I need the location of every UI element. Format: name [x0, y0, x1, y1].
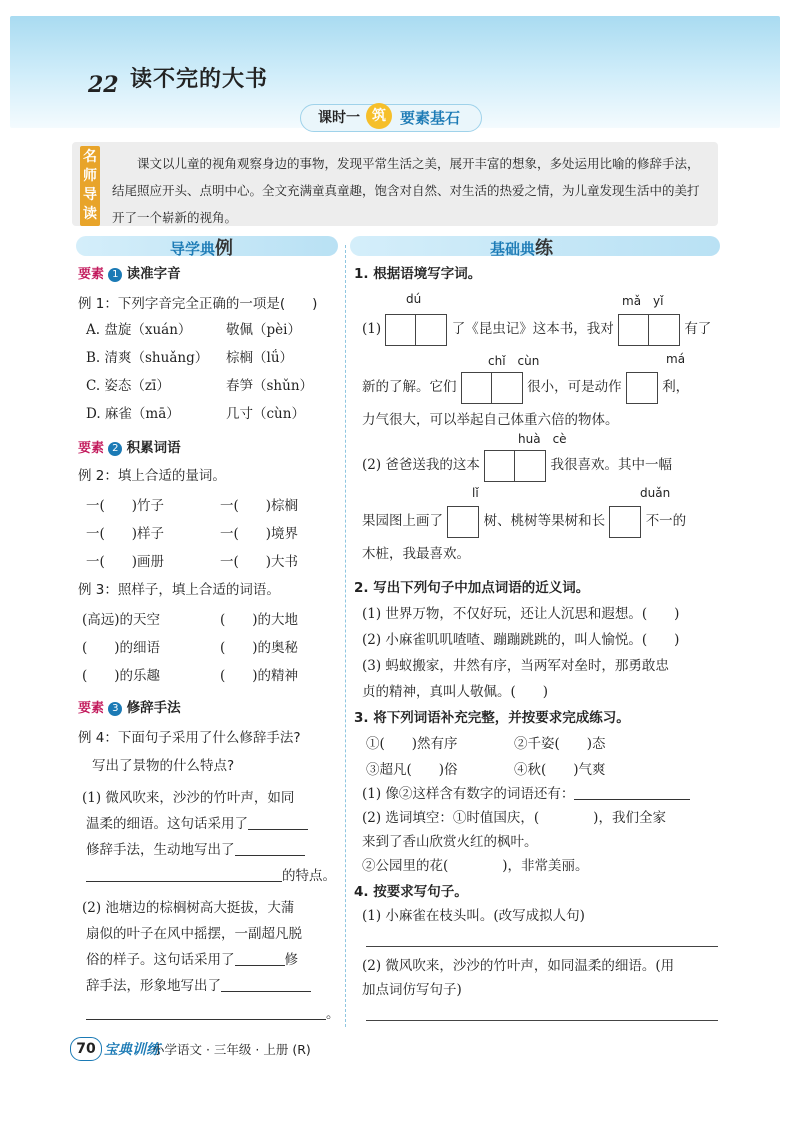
ex4-p2-line1: (2) 池塘边的棕榈树高大挺拔，大蒲	[82, 900, 295, 916]
requirement-2: 要素 2 积累词语	[78, 440, 181, 456]
column-divider	[345, 245, 346, 1027]
ex4-p1-line3: 修辞手法，生动地写出了	[86, 840, 305, 860]
ex3-row1-b: ( )的大地	[220, 612, 299, 628]
char-box[interactable]	[484, 450, 546, 482]
tip-text: 课文以儿童的视角观察身边的事物，发现平常生活之美，展开丰富的想象，多处运用比喻的修辞手法，结尾照应开头、点明中心。全文充满童真童趣，饱含对自然、对生活的热爱之情，为儿童发现生活中的美打开了一个崭新的视角。	[112, 156, 700, 225]
pinyin-mayi: mǎ yǐ	[622, 294, 664, 308]
ex4-p2-line4: 辞手法，形象地写出了	[86, 976, 311, 996]
ex4-p2-line3: 俗的样子。这句话采用了 修	[86, 952, 298, 968]
page-number: 70	[70, 1037, 102, 1061]
q1-line2: 新的了解。它们 很小，可是动作 利，	[362, 370, 689, 404]
q3-word-4: ④秋( )气爽	[514, 762, 606, 778]
example-2-question: 例 2：填上合适的量词。	[78, 468, 226, 484]
q1-title: 1. 根据语境写字词。	[354, 266, 482, 282]
ex3-row2-a: ( )的细语	[82, 640, 161, 656]
char-box[interactable]	[609, 506, 641, 538]
char-box[interactable]	[385, 314, 447, 346]
ex4-p2-line5: 。	[86, 1004, 340, 1024]
ex2-row2-a: 一( )样子	[86, 526, 165, 542]
char-box[interactable]	[447, 506, 479, 538]
q3-word-3: ③超凡( )俗	[366, 762, 458, 778]
q2-title: 2. 写出下列句子中加点词语的近义词。	[354, 580, 590, 596]
q2-line1: (1) 世界万物，不仅好玩，还让人沉思和遐想。( )	[362, 606, 680, 622]
pinyin-du: dú	[406, 292, 422, 306]
q1-line5: 果园图上画了 树、桃树等果树和长 不一的	[362, 504, 686, 538]
pinyin-duan: duǎn	[640, 486, 671, 500]
requirement-1: 要素 1 读准字音	[78, 266, 181, 282]
example-4-question: 例 4：下面句子采用了什么修辞手法?	[78, 730, 301, 746]
right-section-title: 基础典练	[490, 238, 554, 259]
q1-line6: 木桩，我最喜欢。	[362, 546, 470, 562]
answer-blank[interactable]	[86, 867, 282, 882]
ex1-option-c: C. 姿态（zī）	[86, 378, 170, 394]
footer-text: 小学语文 · 三年级 · 上册 (R)	[152, 1042, 311, 1057]
q3-word-1: ①( )然有序	[366, 736, 458, 752]
ex1-option-c2: 春笋（shǔn）	[226, 378, 314, 394]
lesson-title: 读不完的大书	[130, 67, 269, 92]
example-4-question-2: 写出了景物的什么特点?	[92, 758, 235, 774]
q1-line3: 力气很大，可以举起自己体重六倍的物体。	[362, 412, 619, 428]
pinyin-huace: huà cè	[518, 432, 567, 446]
example-3-question: 例 3：照样子，填上合适的词语。	[78, 582, 280, 598]
ex1-option-a: A. 盘旋（xuán）	[86, 322, 192, 338]
brand-logo: 宝典训练	[104, 1042, 160, 1058]
lesson-number: 22	[88, 72, 119, 98]
ex4-p2-line2: 扇似的叶子在风中摇摆，一副超凡脱	[86, 926, 302, 942]
example-1-question: 例 1：下列字音完全正确的一项是( )	[78, 296, 318, 312]
q3-line1: (1) 像②这样含有数字的词语还有：	[362, 784, 690, 804]
q3-line2: (2) 选词填空：①时值国庆，( )，我们全家	[362, 810, 666, 826]
ex3-row3-a: ( )的乐趣	[82, 668, 161, 684]
q4-line3: 加点词仿写句子)	[362, 982, 462, 998]
q1-line1: (1) 了《昆虫记》这本书，我对 有了	[362, 312, 711, 346]
q3-word-2: ②千姿( )态	[514, 736, 606, 752]
q2-line4: 贞的精神，真叫人敬佩。( )	[362, 684, 549, 700]
answer-blank[interactable]	[574, 785, 690, 800]
q2-line3: (3) 蚂蚁搬家，井然有序，当两军对垒时，那勇敢忠	[362, 658, 669, 674]
answer-blank[interactable]	[86, 1005, 326, 1020]
answer-line[interactable]	[366, 1020, 718, 1021]
ex2-row2-b: 一( )境界	[220, 526, 299, 542]
ex1-option-d2: 几寸（cùn）	[226, 406, 305, 422]
ex1-option-b: B. 清爽（shuǎng）	[86, 350, 209, 366]
ex2-row1-a: 一( )竹子	[86, 498, 165, 514]
pinyin-li: lǐ	[472, 486, 479, 500]
char-box[interactable]	[461, 372, 523, 404]
q2-line2: (2) 小麻雀叽叽喳喳、蹦蹦跳跳的，叫人愉悦。( )	[362, 632, 680, 648]
answer-blank[interactable]	[248, 815, 308, 830]
answer-blank[interactable]	[221, 977, 311, 992]
q3-line4: ②公园里的花( )，非常美丽。	[362, 858, 589, 874]
pinyin-chicun: chǐ cùn	[488, 354, 540, 368]
ex1-option-a2: 敬佩（pèi）	[226, 322, 301, 338]
q4-line1: (1) 小麻雀在枝头叫。(改写成拟人句)	[362, 908, 585, 924]
q3-title: 3. 将下列词语补充完整，并按要求完成练习。	[354, 710, 630, 726]
answer-blank[interactable]	[235, 951, 285, 966]
band-lesson-label: 课时一	[318, 110, 360, 126]
q4-line2: (2) 微风吹来，沙沙的竹叶声，如同温柔的细语。(用	[362, 958, 675, 974]
ex2-row3-b: 一( )大书	[220, 554, 299, 570]
char-box[interactable]	[626, 372, 658, 404]
ex4-p1-line1: (1) 微风吹来，沙沙的竹叶声，如同	[82, 790, 295, 806]
ex3-row3-b: ( )的精神	[220, 668, 299, 684]
char-box[interactable]	[618, 314, 680, 346]
ex4-p1-line2: 温柔的细语。这句话采用了	[86, 814, 308, 834]
q3-line3: 来到了香山欣赏火红的枫叶。	[362, 834, 538, 850]
requirement-3: 要素 3 修辞手法	[78, 700, 181, 716]
q4-title: 4. 按要求写句子。	[354, 884, 468, 900]
ex4-p1-line4: 的特点。	[86, 866, 336, 886]
pinyin-ma: má	[666, 352, 686, 366]
ex3-row2-b: ( )的奥秘	[220, 640, 299, 656]
band-title: 要素基石	[400, 109, 461, 127]
left-section-title: 导学典例	[170, 238, 234, 259]
ex2-row1-b: 一( )棕榈	[220, 498, 299, 514]
ex3-row1-a: (高远)的天空	[82, 612, 161, 628]
ex1-option-d: D. 麻雀（mā）	[86, 406, 180, 422]
band-circle-badge: 筑	[366, 103, 392, 129]
ex2-row3-a: 一( )画册	[86, 554, 165, 570]
q1-line4: (2) 爸爸送我的这本 我很喜欢。其中一幅	[362, 448, 672, 482]
tip-label: 名师导读	[80, 146, 100, 226]
answer-line[interactable]	[366, 946, 718, 947]
ex1-option-b2: 棕榈（lǘ）	[226, 350, 294, 366]
answer-blank[interactable]	[235, 841, 305, 856]
